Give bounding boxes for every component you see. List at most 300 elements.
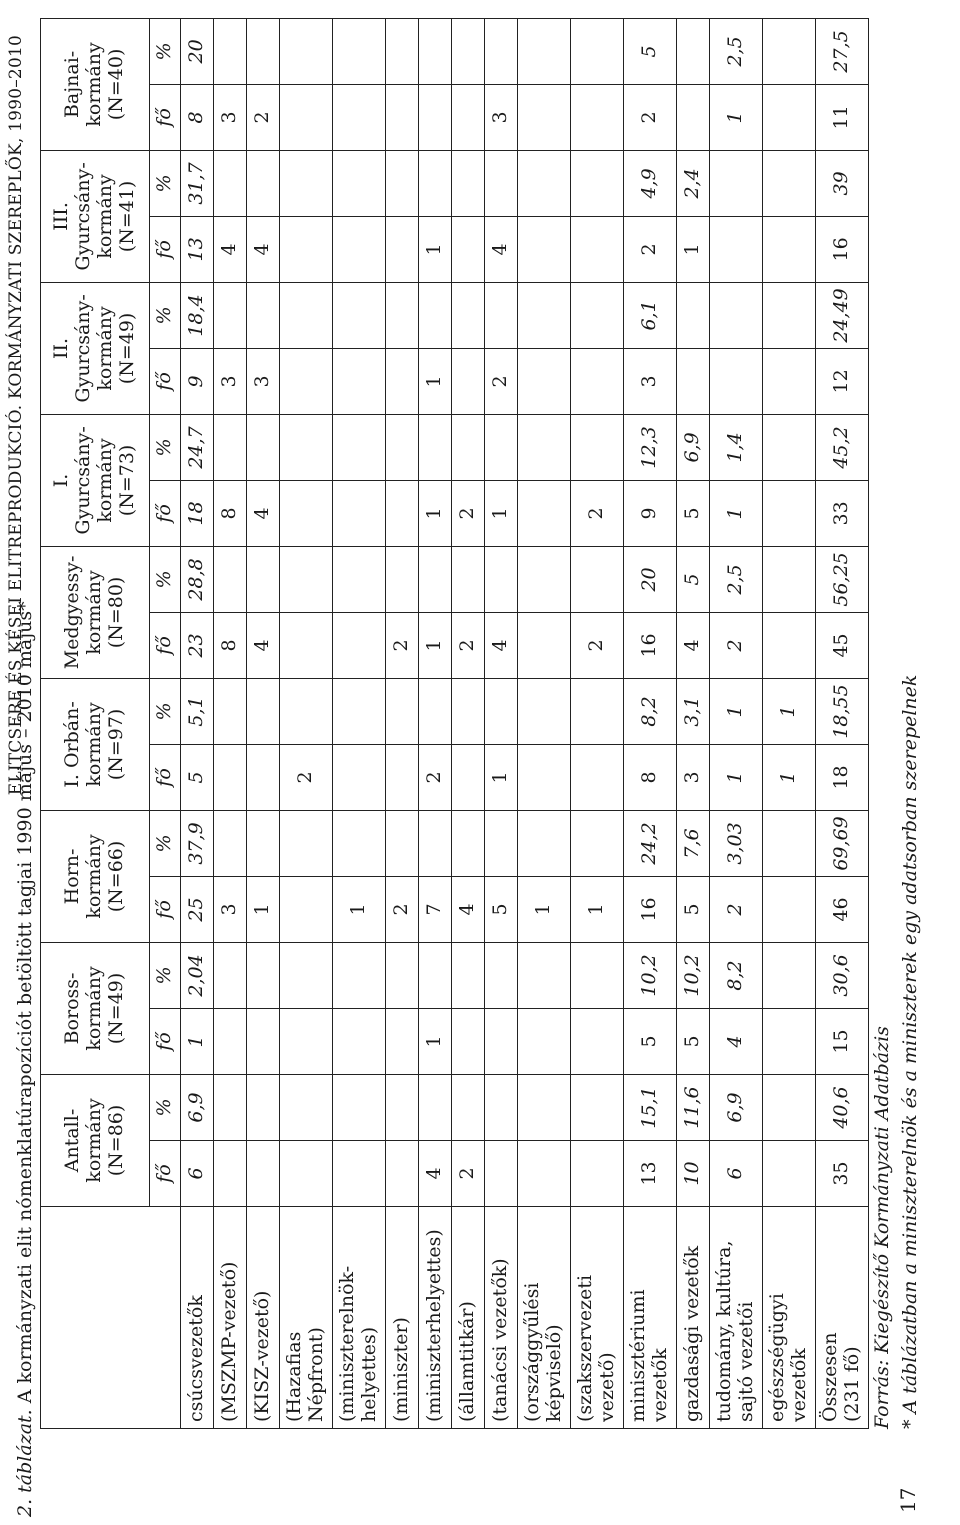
row-label-line: tudomány, kultúra, — [713, 1240, 736, 1422]
table-cell: 4 — [247, 480, 280, 546]
table-cell — [214, 18, 247, 84]
table-cell — [333, 480, 386, 546]
row-label — [763, 1207, 816, 1429]
table-cell: 10,2 — [677, 942, 710, 1008]
table-cell — [386, 1074, 419, 1140]
row-label-line: (tanácsi vezetők) — [489, 1258, 512, 1422]
table-cell: 2 — [624, 216, 677, 282]
row-label — [571, 1207, 624, 1429]
table-cell — [571, 150, 624, 216]
table-cell — [419, 546, 452, 612]
government-header — [41, 942, 150, 1074]
table-cell — [518, 282, 571, 348]
table-cell — [452, 744, 485, 810]
table-cell — [280, 414, 333, 480]
row-label — [677, 1207, 710, 1429]
row-label — [333, 1207, 386, 1429]
table-cell: 10 — [677, 1141, 710, 1207]
table-cell: 1 — [419, 216, 452, 282]
table-cell — [571, 1141, 624, 1207]
table-row — [181, 18, 214, 1428]
table-cell: 4,9 — [624, 150, 677, 216]
table-row — [247, 18, 280, 1428]
table-cell: 3,1 — [677, 678, 710, 744]
table-cell — [280, 678, 333, 744]
table-cell: 1 — [710, 678, 763, 744]
government-header — [41, 546, 150, 678]
table-cell — [247, 1141, 280, 1207]
percent-header: % — [150, 546, 181, 612]
table-cell: 8 — [624, 744, 677, 810]
table-cell: 13 — [181, 216, 214, 282]
government-header-line: Boross- — [61, 972, 84, 1045]
table-cell: 18 — [181, 480, 214, 546]
table-cell: 56,25 — [816, 546, 869, 612]
table-cell: 3 — [214, 348, 247, 414]
table-cell — [280, 942, 333, 1008]
table-cell — [247, 678, 280, 744]
table-title-text: A kormányzati elit nómenklatúrapozíciót betöltött tagjai 1990 május – 2010 május* — [14, 601, 36, 1410]
government-header — [41, 1074, 150, 1206]
government-header-line: (N=49) — [115, 312, 138, 385]
row-label-line: vezetők — [649, 1348, 671, 1422]
government-header-line: III. Gyurcsány- — [50, 162, 95, 271]
table-cell — [333, 942, 386, 1008]
table-cell — [710, 150, 763, 216]
government-header-line: (N=41) — [115, 180, 138, 253]
government-header-line: (N=40) — [104, 48, 127, 121]
source-note: Forrás: Kiegészítő Kormányzati Adatbázis — [871, 1026, 893, 1429]
table-cell: 4 — [247, 612, 280, 678]
row-label-line: vezető) — [596, 1352, 618, 1422]
table-cell: 24,2 — [624, 810, 677, 876]
table-cell — [571, 678, 624, 744]
table-cell: 6 — [181, 1141, 214, 1207]
table-cell — [419, 84, 452, 150]
table-cell — [247, 744, 280, 810]
table-cell: 1 — [763, 678, 816, 744]
count-header: fő — [150, 1008, 181, 1074]
table-cell: 4 — [485, 612, 518, 678]
table-cell — [485, 942, 518, 1008]
table-cell: 3 — [247, 348, 280, 414]
government-header-line: (N=66) — [104, 840, 127, 913]
government-header-line: (N=97) — [104, 708, 127, 781]
table-cell — [485, 150, 518, 216]
government-header-line: kormány — [94, 174, 116, 259]
table-cell: 18,55 — [816, 678, 869, 744]
table-cell: 3 — [214, 84, 247, 150]
table-cell — [452, 810, 485, 876]
table-cell — [485, 414, 518, 480]
table-cell: 1 — [181, 1008, 214, 1074]
table-cell — [333, 414, 386, 480]
government-header-line: II. Gyurcsány- — [50, 294, 95, 403]
table-cell: 3 — [214, 876, 247, 942]
table-cell: 4 — [247, 216, 280, 282]
table-cell: 24,49 — [816, 282, 869, 348]
table-cell: 1 — [710, 84, 763, 150]
table-cell: 8 — [214, 612, 247, 678]
table-cell — [452, 216, 485, 282]
row-label-line: képviselő) — [543, 1324, 565, 1422]
table-cell: 4 — [214, 216, 247, 282]
table-cell: 5 — [677, 1008, 710, 1074]
row-label-line: vezetők — [788, 1348, 810, 1422]
table-cell — [214, 942, 247, 1008]
table-cell — [677, 348, 710, 414]
table-cell: 2 — [386, 612, 419, 678]
row-label-line: csúcsvezetők — [185, 1295, 208, 1422]
table-cell: 2 — [419, 744, 452, 810]
table-cell — [419, 18, 452, 84]
table-cell: 2,5 — [710, 18, 763, 84]
table-cell — [386, 216, 419, 282]
table-body — [181, 18, 869, 1428]
table-cell — [763, 810, 816, 876]
table-cell: 8,2 — [710, 942, 763, 1008]
government-header-line: kormány — [83, 570, 106, 655]
table-cell — [518, 348, 571, 414]
table-cell: 1 — [710, 480, 763, 546]
count-header: fő — [150, 876, 181, 942]
table-cell: 11 — [816, 84, 869, 150]
government-header — [41, 810, 150, 942]
table-cell: 1 — [247, 876, 280, 942]
table-cell: 37,9 — [181, 810, 214, 876]
table-cell: 5 — [181, 744, 214, 810]
table-cell: 31,7 — [181, 150, 214, 216]
row-label-line: Népfront) — [305, 1327, 327, 1422]
table-cell: 7 — [419, 876, 452, 942]
table-cell: 18,4 — [181, 282, 214, 348]
table-cell — [710, 216, 763, 282]
table-cell — [247, 810, 280, 876]
table-cell — [386, 282, 419, 348]
percent-header: % — [150, 282, 181, 348]
table-cell — [763, 1074, 816, 1140]
count-header: fő — [150, 348, 181, 414]
table-row — [452, 18, 485, 1428]
row-label — [214, 1207, 247, 1429]
table-cell — [571, 216, 624, 282]
table-cell — [419, 414, 452, 480]
table-cell — [763, 1008, 816, 1074]
row-label — [247, 1207, 280, 1429]
table-cell: 2,4 — [677, 150, 710, 216]
table-cell — [280, 282, 333, 348]
table-cell — [485, 810, 518, 876]
row-label — [624, 1207, 677, 1429]
government-header-line: Medgyessy- — [61, 555, 84, 670]
table-row — [816, 18, 869, 1428]
table-cell — [763, 414, 816, 480]
government-header-line: kormány — [94, 438, 116, 523]
table-row — [485, 18, 518, 1428]
row-label-line: (miniszterelnök- — [336, 1265, 359, 1422]
table-cell: 6,9 — [710, 1074, 763, 1140]
table-cell: 2 — [452, 612, 485, 678]
table-cell — [518, 1141, 571, 1207]
table-cell — [518, 942, 571, 1008]
table-cell: 1 — [763, 744, 816, 810]
government-header-row — [41, 18, 150, 1428]
table-header — [41, 18, 181, 1428]
table-cell — [247, 150, 280, 216]
table-cell — [280, 1141, 333, 1207]
table-cell — [247, 1074, 280, 1140]
table-cell — [518, 810, 571, 876]
table-cell — [518, 84, 571, 150]
table-cell — [280, 1074, 333, 1140]
table-cell: 5 — [485, 876, 518, 942]
table-cell: 35 — [816, 1141, 869, 1207]
table-cell: 25 — [181, 876, 214, 942]
table-cell — [763, 282, 816, 348]
table-cell: 10,2 — [624, 942, 677, 1008]
table-cell: 4 — [710, 1008, 763, 1074]
percent-header: % — [150, 1074, 181, 1140]
table-cell: 1 — [710, 744, 763, 810]
table-cell: 6,9 — [677, 414, 710, 480]
table-cell — [247, 942, 280, 1008]
count-header: fő — [150, 1141, 181, 1207]
table-cell — [518, 546, 571, 612]
government-header-line: (N=80) — [104, 576, 127, 649]
table-cell: 5 — [677, 480, 710, 546]
table-row — [419, 18, 452, 1428]
row-label — [181, 1207, 214, 1429]
table-cell: 20 — [181, 18, 214, 84]
table-cell — [333, 810, 386, 876]
row-label-line: Összesen — [819, 1332, 842, 1422]
table-cell — [518, 414, 571, 480]
table-cell — [518, 216, 571, 282]
table-cell — [485, 1141, 518, 1207]
table-cell: 15,1 — [624, 1074, 677, 1140]
table-cell — [571, 348, 624, 414]
table-cell: 6,1 — [624, 282, 677, 348]
table-cell: 4 — [485, 216, 518, 282]
table-cell — [419, 1074, 452, 1140]
table-cell — [518, 1008, 571, 1074]
table-cell — [280, 1008, 333, 1074]
table-cell — [452, 84, 485, 150]
table-cell: 12 — [816, 348, 869, 414]
table-cell: 2 — [485, 348, 518, 414]
table-cell: 2,5 — [710, 546, 763, 612]
table-row — [386, 18, 419, 1428]
row-label-line: helyettes) — [358, 1326, 380, 1422]
table-cell: 2 — [247, 84, 280, 150]
table-row — [624, 18, 677, 1428]
table-cell — [386, 744, 419, 810]
table-cell: 7,6 — [677, 810, 710, 876]
government-header-line: kormány — [94, 306, 116, 391]
table-cell — [419, 942, 452, 1008]
table-row — [710, 18, 763, 1428]
table-cell — [386, 942, 419, 1008]
row-label-line: (országgyűlési — [521, 1282, 544, 1422]
table-cell — [280, 216, 333, 282]
row-label-line: (államtitkár) — [456, 1301, 479, 1422]
nomenclature-table — [40, 18, 869, 1429]
row-label-line: (MSZMP-vezető) — [218, 1261, 241, 1422]
table-cell — [677, 18, 710, 84]
table-cell: 3 — [677, 744, 710, 810]
table-cell — [763, 942, 816, 1008]
table-cell: 9 — [181, 348, 214, 414]
header-corner — [41, 1207, 181, 1429]
table-cell: 16 — [816, 216, 869, 282]
table-cell: 1 — [419, 1008, 452, 1074]
percent-header: % — [150, 810, 181, 876]
table-row — [763, 18, 816, 1428]
table-cell: 1 — [677, 216, 710, 282]
table-cell: 4 — [452, 876, 485, 942]
count-header: fő — [150, 480, 181, 546]
table-cell — [333, 1008, 386, 1074]
table-cell — [419, 678, 452, 744]
table-cell — [280, 612, 333, 678]
table-cell: 1 — [485, 744, 518, 810]
count-header: fő — [150, 612, 181, 678]
table-cell — [280, 546, 333, 612]
government-header-line: Horn- — [61, 848, 84, 905]
table-cell — [452, 546, 485, 612]
table-cell — [677, 282, 710, 348]
table-cell — [333, 744, 386, 810]
table-cell — [386, 414, 419, 480]
table-cell: 5 — [677, 876, 710, 942]
table-cell — [763, 150, 816, 216]
table-cell — [452, 150, 485, 216]
table-cell — [452, 678, 485, 744]
row-label-line: (231 fő) — [841, 1346, 863, 1422]
table-cell — [763, 18, 816, 84]
table-cell — [710, 348, 763, 414]
table-cell: 2 — [386, 876, 419, 942]
table-cell: 2 — [280, 744, 333, 810]
table-cell: 1,4 — [710, 414, 763, 480]
table-cell: 1 — [571, 876, 624, 942]
table-cell — [485, 282, 518, 348]
table-cell — [214, 810, 247, 876]
page-number: 17 — [896, 1487, 920, 1513]
table-cell: 5 — [624, 18, 677, 84]
table-cell — [280, 84, 333, 150]
table-cell: 24,7 — [181, 414, 214, 480]
table-cell — [571, 18, 624, 84]
table-row — [214, 18, 247, 1428]
table-row — [677, 18, 710, 1428]
table-cell — [452, 348, 485, 414]
table-cell — [485, 18, 518, 84]
row-label — [485, 1207, 518, 1429]
table-cell — [452, 414, 485, 480]
table-cell — [571, 84, 624, 150]
table-cell — [452, 282, 485, 348]
table-cell — [214, 1141, 247, 1207]
table-cell: 6,9 — [181, 1074, 214, 1140]
table-cell — [571, 282, 624, 348]
table-cell — [386, 546, 419, 612]
table-cell: 27,5 — [816, 18, 869, 84]
table-cell — [214, 1074, 247, 1140]
table-cell — [386, 84, 419, 150]
table-cell — [280, 348, 333, 414]
table-cell — [710, 282, 763, 348]
running-header: ELITCSERE ÉS KÉSEI ELITREPRODUKCIÓ. KORMÁNYZATI SZEREPLŐK, 1990–2010 — [6, 35, 26, 796]
table-cell: 30,6 — [816, 942, 869, 1008]
table-cell: 1 — [419, 612, 452, 678]
government-header-line: (N=86) — [104, 1104, 127, 1177]
table-cell — [386, 348, 419, 414]
table-cell — [452, 18, 485, 84]
percent-header: % — [150, 414, 181, 480]
table-cell — [386, 678, 419, 744]
table-cell — [571, 942, 624, 1008]
table-cell — [518, 150, 571, 216]
table-cell — [485, 546, 518, 612]
table-cell — [518, 612, 571, 678]
table-cell: 11,6 — [677, 1074, 710, 1140]
table-cell — [214, 282, 247, 348]
government-header-line: (N=49) — [104, 972, 127, 1045]
table-cell — [763, 612, 816, 678]
table-cell — [571, 546, 624, 612]
footnotes — [868, 675, 924, 1429]
table-cell — [763, 84, 816, 150]
table-cell: 20 — [624, 546, 677, 612]
row-label — [386, 1207, 419, 1429]
table-cell: 45,2 — [816, 414, 869, 480]
table-cell: 13 — [624, 1141, 677, 1207]
table-cell — [485, 678, 518, 744]
table-cell — [333, 546, 386, 612]
table-cell — [571, 414, 624, 480]
table-cell — [333, 348, 386, 414]
government-header-line: I. Orbán- — [61, 701, 84, 788]
table-cell: 46 — [816, 876, 869, 942]
asterisk-note: * A táblázatban a miniszterelnök és a miniszterek egy adatsorban szerepelnek — [899, 674, 921, 1429]
government-header-line: kormány — [83, 834, 106, 919]
table-cell — [333, 1141, 386, 1207]
table-cell — [333, 1074, 386, 1140]
table-cell: 3 — [485, 84, 518, 150]
table-cell: 3 — [624, 348, 677, 414]
table-cell — [333, 282, 386, 348]
table-cell — [518, 480, 571, 546]
row-label-line: sajtó vezetői — [735, 1301, 757, 1422]
table-cell — [763, 480, 816, 546]
table-cell — [571, 744, 624, 810]
table-cell: 16 — [624, 612, 677, 678]
table-cell: 2 — [710, 876, 763, 942]
government-header-line: kormány — [83, 42, 106, 127]
percent-header: % — [150, 942, 181, 1008]
government-header-line: Bajnai- — [61, 50, 84, 119]
row-label — [452, 1207, 485, 1429]
table-row — [571, 18, 624, 1428]
table-title-lead: 2. táblázat. — [14, 1409, 36, 1517]
table-cell — [452, 1074, 485, 1140]
row-label — [419, 1207, 452, 1429]
table-cell — [214, 546, 247, 612]
row-label-line: (szakszervezeti — [574, 1274, 597, 1422]
table-cell: 2 — [624, 84, 677, 150]
table-cell: 40,6 — [816, 1074, 869, 1140]
